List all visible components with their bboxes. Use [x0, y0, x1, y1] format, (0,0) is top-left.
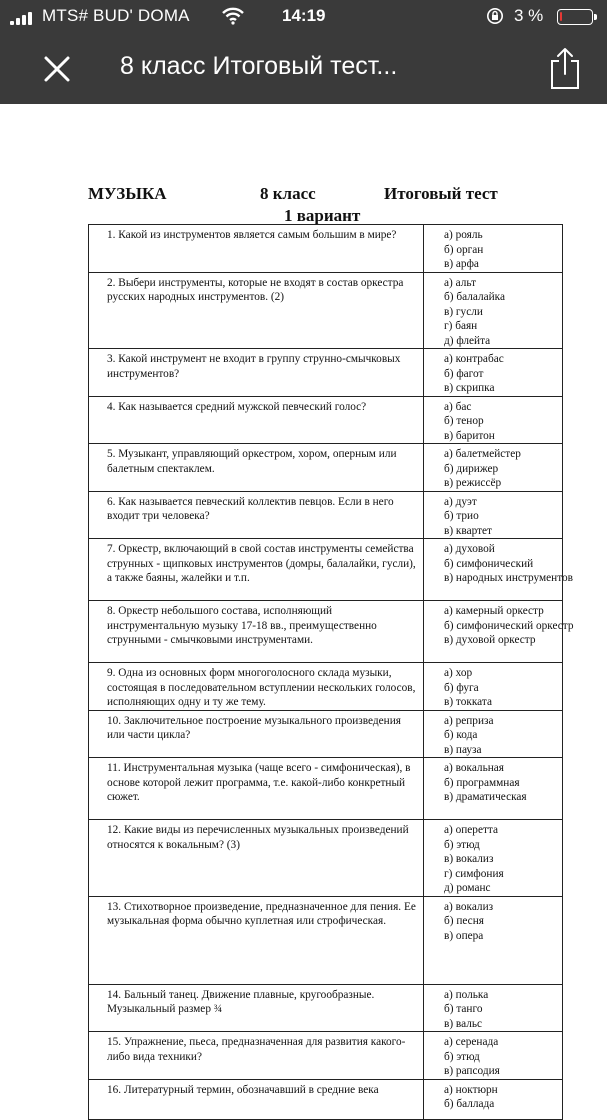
question-cell [89, 758, 424, 820]
question-row [89, 539, 563, 601]
answer-option: в) рапсодия [444, 1065, 500, 1077]
question-text: 12. Какие виды из перечисленных музыкальных произведений относятся к вокальным? (3) [107, 824, 409, 851]
question-text: 11. Инструментальная музыка (чаще всего - симфоническая), в основе которой лежит программа, т.е. какой-либо конкретный сюжет. [107, 762, 411, 803]
answer-option: в) драматическая [444, 791, 527, 803]
question-cell [89, 491, 424, 539]
answer-option: б) фуга [444, 681, 479, 694]
question-text: 3. Какой инструмент не входит в группу струнно-смычковых инструментов? [107, 353, 401, 380]
question-cell [89, 444, 424, 492]
answer-options-cell [424, 272, 563, 349]
answer-options-cell [424, 601, 574, 663]
answer-option: а) ноктюрн [444, 1083, 498, 1096]
answer-option: а) бас [444, 400, 472, 413]
question-cell [89, 396, 424, 444]
answer-option: а) альт [444, 276, 477, 289]
answer-options-cell [424, 491, 563, 539]
answer-option: в) вокализ [444, 853, 494, 865]
answer-option: в) гусли [444, 305, 483, 318]
answer-option: д) романс [444, 882, 491, 894]
question-row [89, 601, 563, 663]
answer-option: в) народных инструментов [444, 572, 573, 584]
answer-options-cell [424, 758, 563, 820]
doc-test-title: Итоговый тест [384, 184, 498, 203]
question-cell [89, 710, 424, 758]
close-icon[interactable] [40, 52, 74, 86]
document-page[interactable] [0, 104, 607, 1110]
answer-option: б) орган [444, 243, 484, 256]
answer-options-cell [424, 820, 563, 897]
signal-strength-icon [10, 11, 36, 25]
question-row [89, 396, 563, 444]
answer-option: а) вокальная [444, 762, 504, 774]
answer-option: в) баритон [444, 429, 495, 442]
answer-options-cell [424, 1032, 563, 1080]
document-title: 8 класс Итоговый тест... [120, 52, 398, 80]
answer-option: в) вальс [444, 1017, 483, 1030]
answer-options-cell [424, 896, 563, 984]
answer-option: в) пауза [444, 743, 482, 756]
question-text: 7. Оркестр, включающий в свой состав инструменты семейства струнных - щипковых инструментов (домры, балалайки, гусли), а также баяны, жалейки и т.п. [107, 543, 416, 584]
answer-options-cell [424, 539, 573, 601]
answer-options-cell [424, 1079, 563, 1119]
question-cell [89, 663, 424, 711]
question-row [89, 663, 563, 711]
answer-option: б) тенор [444, 415, 484, 427]
question-cell [89, 349, 424, 397]
question-cell [89, 272, 424, 349]
answer-option: г) баян [444, 320, 478, 332]
question-row [89, 444, 563, 492]
answer-option: в) духовой оркестр [444, 634, 536, 646]
answer-option: б) трио [444, 510, 479, 522]
question-text: 10. Заключительное построение музыкального произведения или части цикла? [107, 714, 401, 741]
question-text: 8. Оркестр небольшого состава, исполняющий инструментальную музыку 17-18 вв., преимущественно струнными - смычковыми инструментами. [107, 605, 377, 646]
status-bar [0, 0, 607, 34]
battery-tip [594, 14, 597, 20]
question-cell [89, 539, 424, 601]
answer-option: а) духовой [444, 543, 495, 555]
answer-option: а) хор [444, 667, 473, 679]
answer-option: б) балалайка [444, 291, 505, 303]
answer-option: в) токката [444, 696, 492, 708]
document-viewer-toolbar [0, 34, 607, 104]
answer-option: а) дуэт [444, 495, 477, 508]
answer-option: б) баллада [444, 1098, 495, 1110]
question-text: 2. Выбери инструменты, которые не входят в состав оркестра русских народных инструментов. (2) [107, 276, 404, 303]
answer-option: а) камерный оркестр [444, 605, 544, 617]
answer-option: б) кода [444, 729, 478, 741]
question-text: 13. Стихотворное произведение, предназначенное для пения. Ее музыкальная форма обычно куплетная или строфическая. [107, 900, 416, 927]
question-text: 9. Одна из основных форм многоголосного склада музыки, состоящая в последовательном вступлении нескольких голосов, исполняющих одну и ту же тему. [107, 667, 416, 708]
question-cell [89, 1079, 424, 1119]
question-text: 1. Какой из инструментов является самым большим в мире? [107, 229, 397, 241]
question-cell [89, 984, 424, 1032]
question-text: 4. Как называется средний мужской певческий голос? [107, 400, 367, 413]
question-row [89, 1032, 563, 1080]
answer-option: а) реприза [444, 714, 494, 727]
question-row [89, 820, 563, 897]
carrier-name: MTS# BUD' DOMA [42, 6, 190, 25]
rotation-lock-icon [486, 7, 504, 25]
question-cell [89, 896, 424, 984]
question-row [89, 984, 563, 1032]
answer-options-cell [424, 984, 563, 1032]
answer-options-cell [424, 349, 563, 397]
answer-option: а) вокализ [444, 900, 494, 913]
question-row [89, 1079, 563, 1119]
answer-option: г) симфония [444, 867, 504, 880]
answer-option: а) оперетта [444, 824, 498, 836]
question-cell [89, 225, 424, 273]
question-cell [89, 601, 424, 663]
answer-option: б) этюд [444, 1050, 480, 1063]
answer-option: б) этюд [444, 838, 480, 851]
answer-option: б) дирижер [444, 462, 499, 475]
share-icon[interactable] [548, 46, 582, 90]
answer-option: а) контрабас [444, 353, 504, 365]
answer-option: б) программная [444, 776, 520, 789]
doc-subject: МУЗЫКА [88, 184, 167, 203]
answer-options-cell [424, 663, 563, 711]
answer-option: б) фагот [444, 367, 484, 380]
answer-option: а) балетмейстер [444, 448, 521, 460]
answer-option: б) симфонический [444, 557, 534, 570]
answer-option: в) опера [444, 929, 484, 942]
answer-option: в) арфа [444, 258, 479, 270]
question-row [89, 225, 563, 273]
answer-option: а) серенада [444, 1036, 499, 1048]
doc-variant: 1 вариант [284, 206, 361, 225]
answer-option: д) флейта [444, 334, 491, 347]
answer-option: б) симфонический оркестр [444, 619, 574, 632]
answer-option: в) режиссёр [444, 477, 502, 489]
questions-table [88, 224, 574, 1120]
battery-level-fill [560, 12, 562, 21]
question-text: 5. Музыкант, управляющий оркестром, хором, оперным или балетным спектаклем. [107, 448, 397, 475]
answer-option: б) танго [444, 1003, 483, 1015]
answer-options-cell [424, 225, 563, 273]
question-row [89, 896, 563, 984]
question-cell [89, 1032, 424, 1080]
question-row [89, 758, 563, 820]
question-row [89, 710, 563, 758]
answer-options-cell [424, 710, 563, 758]
answer-option: а) полька [444, 988, 489, 1001]
doc-grade: 8 класс [260, 184, 316, 203]
question-text: 6. Как называется певческий коллектив певцов. Если в него входит три человека? [107, 495, 394, 522]
answer-option: в) скрипка [444, 382, 495, 394]
answer-option: б) песня [444, 915, 484, 927]
question-text: 16. Литературный термин, обозначавший в средние века [107, 1083, 379, 1096]
question-text: 15. Упражнение, пьеса, предназначенная для развития какого-либо вида техники? [107, 1036, 406, 1063]
answer-option: в) квартет [444, 524, 492, 537]
wifi-icon [222, 7, 244, 25]
answer-option: а) рояль [444, 229, 483, 241]
answer-options-cell [424, 396, 563, 444]
battery-percent: 3 % [514, 6, 544, 25]
question-cell [89, 820, 424, 897]
battery-icon [557, 9, 593, 25]
question-row [89, 272, 563, 349]
question-text: 14. Бальный танец. Движение плавные, кругообразные. Музыкальный размер ¾ [107, 988, 375, 1015]
answer-options-cell [424, 444, 563, 492]
question-row [89, 491, 563, 539]
question-row [89, 349, 563, 397]
clock: 14:19 [282, 6, 326, 25]
